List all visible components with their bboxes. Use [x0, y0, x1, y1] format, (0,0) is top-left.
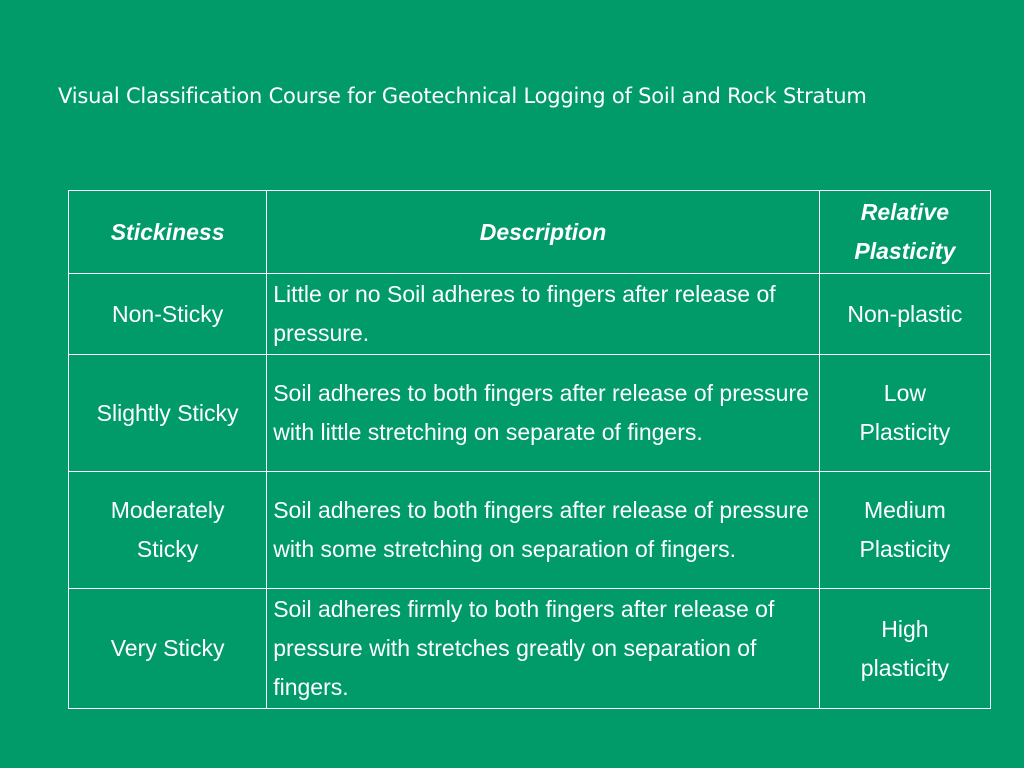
plasticity-text: Non-plastic — [847, 300, 963, 327]
stickiness-text: Very Sticky — [110, 635, 225, 661]
plasticity-cell — [819, 274, 990, 355]
stickiness-cell — [69, 274, 267, 355]
plasticity-cell — [819, 589, 990, 709]
description-cell: Soil adheres to both fingers after release of pressure with little stretching on separate of fingers. — [267, 355, 820, 472]
plasticity-line1: High — [881, 615, 929, 642]
stickiness-line1: Moderately — [110, 497, 225, 523]
table-row-very-sticky — [69, 589, 991, 709]
stickiness-line2: Sticky — [136, 536, 199, 562]
stickiness-cell — [69, 589, 267, 709]
stickiness-plasticity-table — [68, 190, 991, 709]
plasticity-cell — [819, 472, 990, 589]
description-cell: Soil adheres firmly to both fingers after release of pressure with stretches greatly on separation of fingers. — [267, 589, 820, 709]
plasticity-line2: Plasticity — [859, 536, 951, 562]
stickiness-text: Non-Sticky — [112, 300, 224, 327]
description-cell: Little or no Soil adheres to fingers after release of pressure. — [267, 274, 820, 355]
table-row-non-sticky — [69, 274, 991, 355]
table-header-row — [69, 191, 991, 274]
slide-title: Visual Classification Course for Geotechnical Logging of Soil and Rock Stratum — [58, 84, 867, 108]
header-plasticity-line2: Plasticity — [854, 238, 956, 264]
description-cell: Soil adheres to both fingers after release of pressure with some stretching on separation of fingers. — [267, 472, 820, 589]
stickiness-cell — [69, 355, 267, 472]
header-description: Description — [267, 191, 820, 274]
header-relative-plasticity — [819, 191, 990, 274]
plasticity-line2: plasticity — [860, 654, 949, 681]
plasticity-line1: Low — [883, 380, 926, 406]
header-plasticity-line1: Relative — [860, 199, 949, 225]
table-row-moderately-sticky — [69, 472, 991, 589]
stickiness-cell — [69, 472, 267, 589]
plasticity-line2: Plasticity — [859, 419, 951, 445]
table-row-slightly-sticky — [69, 355, 991, 472]
header-stickiness: Stickiness — [69, 191, 267, 274]
plasticity-cell — [819, 355, 990, 472]
stickiness-text: Slightly Sticky — [96, 399, 239, 426]
plasticity-line1: Medium — [863, 497, 946, 523]
